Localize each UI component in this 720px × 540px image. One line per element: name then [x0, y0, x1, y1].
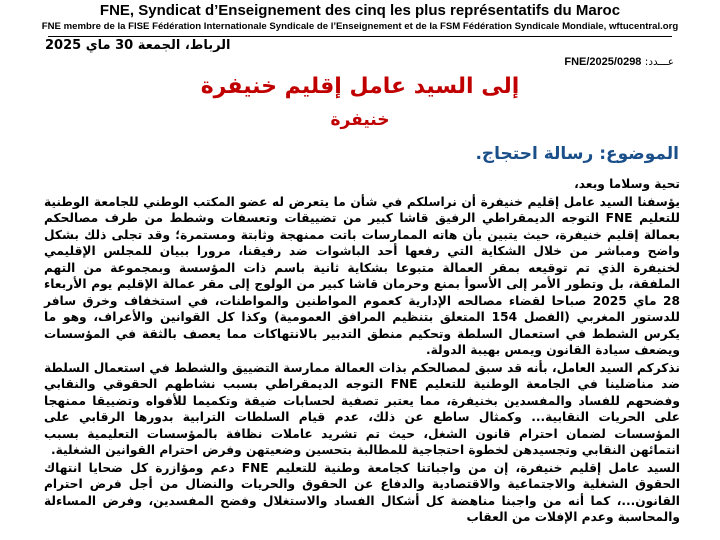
paragraph-3: السيد عامل إقليم خنيفرة، إن من واجباتنا كجامعة وطنية للتعليم FNE دعم ومؤازرة كل ضحايا انتهاك الحقوق الشغلية والاجتماعية والاقتصادية والدفاع عن الحقوق والحريات والنضال من أجل فرض احترام القانون...، كما أنه من واجبنا مناهضة كل أشكال الفساد والاستغلال وفضح المفسدين، وفرض المساءلة والمحاسبة وعدم الإفلات من العقاب	[44, 460, 680, 524]
place-date: الرباط، الجمعة 30 ماي 2025	[45, 38, 231, 53]
greeting: تحية وسلاما وبعد،	[574, 177, 680, 191]
reference-number: FNE/2025/0298	[564, 56, 642, 68]
org-affiliation: FNE membre de la FISE Fédération Internationale Syndicale de l’Enseignement et de la FSM Fédération Syndicale Mondiale, wftucentral.org	[41, 21, 679, 32]
reference-label: عـــدد:	[644, 56, 674, 68]
subject-line	[475, 144, 679, 164]
addressee-title: إلى السيد عامل إقليم خنيفرة	[200, 74, 520, 99]
header-divider	[48, 36, 672, 37]
paragraph-2: نذكركم السيد العامل، بأنه قد سبق لمصالحكم بذات العمالة ممارسة التضييق والشطط في استعمال السلطة ضد مناضلينا في الجامعة الوطنية للتعليم FNE التوجه الديمقراطي بسبب نشاطهم الحقوقي والنقابي وفضحهم للفساد والمفسدين بخنيفرة، مما يعتبر تصفية لحسابات ضيقة وتكميما للأفواه وتضييقا ممنهجا على الحريات النقابية... وكمثال ساطع عن ذلك، عدم قيام السلطات الترابية بدورها الرقابي على المؤسسات لضمان احترام قانون الشغل، حيث تم تشريد عاملات نظافة بالمؤسسات التعليمية بسبب انتمائهن النقابي وتجسيدهن لخطوة احتجاجية للمطالبة بتحسين وضعيتهن وفرض احترام القوانين الشغلية.	[44, 360, 680, 457]
subject-text: رسالة احتجاج.	[475, 144, 594, 164]
org-name: FNE, Syndicat d’Enseignement des cinq les plus représentatifs du Maroc	[99, 2, 621, 19]
addressee-city: خنيفرة	[330, 110, 390, 130]
reference	[434, 56, 674, 68]
letter-body	[44, 176, 680, 527]
subject-label: الموضوع:	[599, 144, 679, 164]
paragraph-1: يؤسفنا السيد عامل إقليم خنيفرة أن نراسلكم في شأن ما يتعرض له عضو المكتب الوطني للجامعة الوطنية للتعليم FNE التوجه الديمقراطي الرفيق قاشا كبير من تضييقات وتعسفات وشطط من طرف مصالحكم بعمالة إقليم خنيفرة، حيث يتبين بأن هاته الممارسات باتت ممنهجة وثابتة ومستمرة؛ وقد تجلى ذلك بشكل واضح ومباشر من خلال الشكاية التي رفعها أحد الباشوات ضد رفيقنا، مرورا ببيان للمجلس الإقليمي لخنيفرة الذي تم توقيعه بمقر العمالة متبوعا بشكاية ثانية باسم ذات المؤسسة وبمجموعة من التهم الملفقة، بل وتطور الأمر إلى الأسوأ بمنع وحرمان قاشا كبير من الولوج إلى مقر عمالة الإقليم يوم الأربعاء 28 ماي 2025 صباحا لقضاء مصالحه الإدارية كعموم المواطنين والمواطنات، في استخفاف وخرق سافر للدستور المغربي (الفصل 154 المتعلق بتنظيم المرافق العمومية) وكذا كل القوانين والأعراف، وهو ما يكرس الشطط في استعمال السلطة وتحكيم منطق التدبير بالانتهاكات مما يعصف بالثقة في المؤسسات ويضعف سيادة القانون ويمس بهيبة الدولة.	[44, 194, 680, 357]
